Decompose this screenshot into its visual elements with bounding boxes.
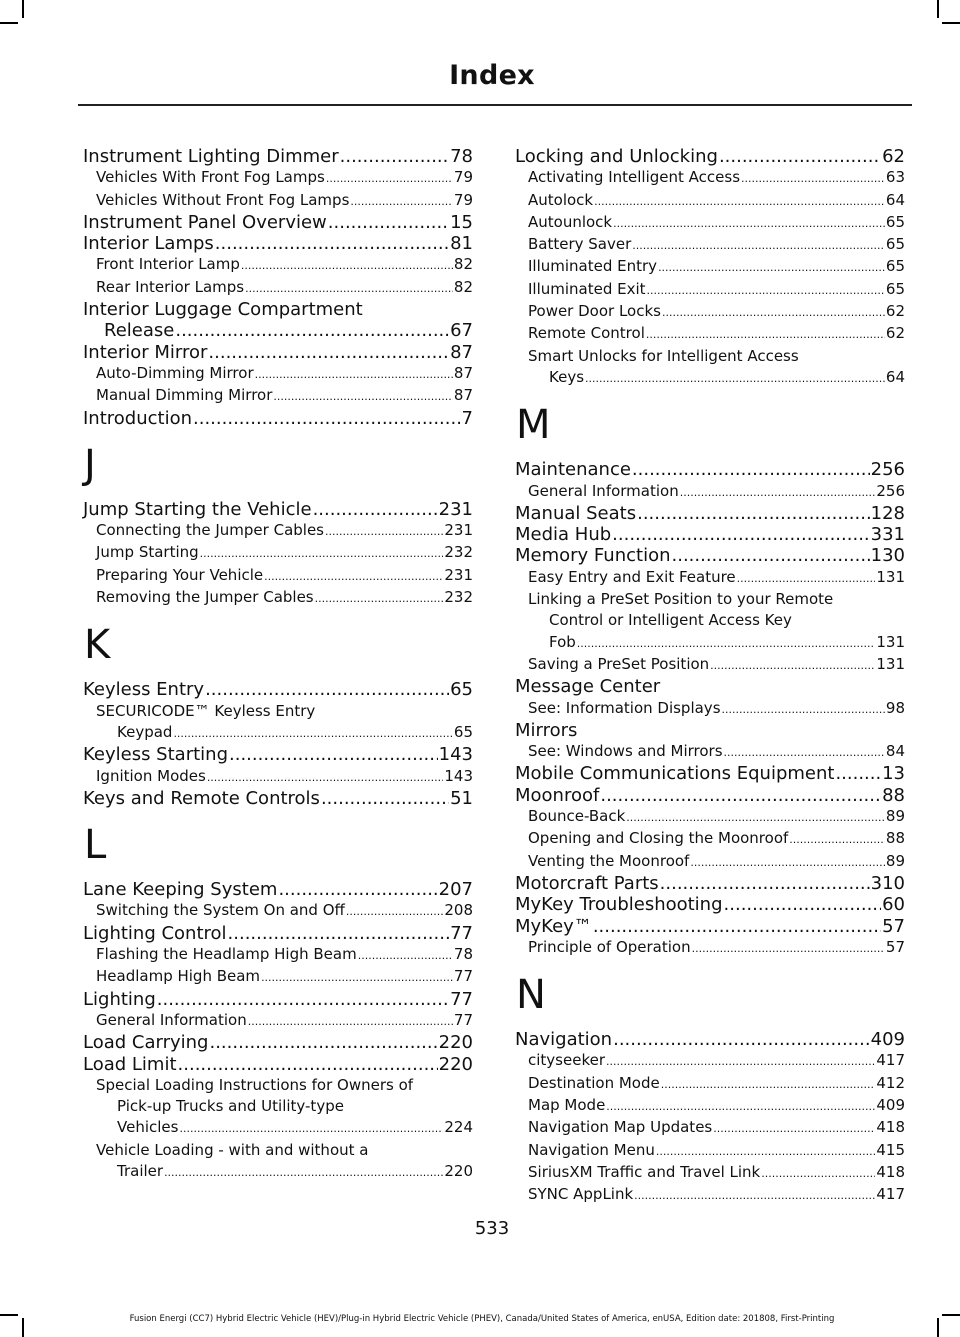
index-subentry[interactable]: Destination Mode ..... 412 (515, 1073, 905, 1095)
index-subentry[interactable]: Power Door Locks ..... 62 (515, 301, 905, 323)
index-subentry[interactable]: Front Interior Lamp ..... 82 (83, 254, 473, 276)
index-subentry[interactable]: Principle of Operation ..... 57 (515, 937, 905, 959)
index-subentry[interactable]: See: Windows and Mirrors ..... 84 (515, 741, 905, 763)
index-entry[interactable]: Memory Function ..... 130 (515, 545, 905, 566)
index-entry[interactable]: Keys and Remote Controls ..... 51 (83, 788, 473, 809)
crop-mark-top-right-h (942, 22, 960, 24)
index-entry[interactable]: Manual Seats ..... 128 (515, 503, 905, 524)
index-subentry[interactable]: Navigation Menu ..... 415 (515, 1140, 905, 1162)
index-subentry-head[interactable]: Special Loading Instructions for Owners of (96, 1075, 414, 1094)
index-entry-head[interactable]: Interior Luggage Compartment (83, 299, 363, 321)
crop-mark-bottom-right-h (942, 1314, 960, 1316)
index-subentry[interactable]: Preparing Your Vehicle ..... 231 (83, 565, 473, 587)
section-letter: N (516, 972, 546, 1019)
index-subentry[interactable]: Illuminated Entry ..... 65 (515, 256, 905, 278)
index-entry[interactable]: Load Limit ..... 220 (83, 1054, 473, 1075)
index-subentry[interactable]: Battery Saver ..... 65 (515, 234, 905, 256)
index-entry[interactable]: Load Carrying ..... 220 (83, 1032, 473, 1053)
index-subentry[interactable]: Flashing the Headlamp High Beam ..... 78 (83, 944, 473, 966)
crop-mark-top-left (22, 0, 24, 18)
index-entry[interactable]: MyKey Troubleshooting ..... 60 (515, 894, 905, 915)
section-letter: J (84, 441, 96, 488)
index-subentry[interactable]: Vehicles With Front Fog Lamps ..... 79 (83, 167, 473, 189)
index-subentry[interactable]: cityseeker ..... 417 (515, 1050, 905, 1072)
index-subentry[interactable]: Ignition Modes ..... 143 (83, 766, 473, 788)
index-subentry[interactable]: General Information ..... 77 (83, 1010, 473, 1032)
index-subentry[interactable]: Opening and Closing the Moonroof ..... 88 (515, 828, 905, 850)
index-entry[interactable]: Locking and Unlocking ..... 62 (515, 146, 905, 167)
index-subentry[interactable]: Manual Dimming Mirror ..... 87 (83, 385, 473, 407)
index-subentry-continued[interactable]: Control or Intelligent Access Key (549, 611, 792, 630)
footer-text: Fusion Energi (CC7) Hybrid Electric Vehicle (HEV)/Plug-in Hybrid Electric Vehicle (PHEV), Canada/United States of America, enUSA, Edition date: 201808, First-Printing (129, 1314, 835, 1324)
index-subentry[interactable]: Remote Control ..... 62 (515, 323, 905, 345)
index-subentry[interactable]: Saving a PreSet Position ..... 131 (515, 654, 905, 676)
index-subentry-continued[interactable]: Trailer ..... 220 (83, 1161, 473, 1183)
index-entry[interactable]: Interior Lamps ..... 81 (83, 233, 473, 254)
index-subentry[interactable]: Autounlock ..... 65 (515, 212, 905, 234)
index-subentry[interactable]: SYNC AppLink ..... 417 (515, 1184, 905, 1206)
header-rule (78, 104, 912, 106)
index-entry[interactable]: Lane Keeping System ..... 207 (83, 879, 473, 900)
page-title: Index (449, 60, 535, 91)
index-entry[interactable]: Navigation ..... 409 (515, 1029, 905, 1050)
index-subentry[interactable]: Illuminated Exit ..... 65 (515, 279, 905, 301)
index-subentry[interactable]: Removing the Jumper Cables ..... 232 (83, 587, 473, 609)
index-subentry-head[interactable]: Linking a PreSet Position to your Remote (528, 590, 834, 609)
index-subentry[interactable]: Auto-Dimming Mirror ..... 87 (83, 363, 473, 385)
section-letter: L (84, 822, 107, 869)
index-entry[interactable]: Lighting ..... 77 (83, 989, 473, 1010)
index-subentry[interactable]: See: Information Displays ..... 98 (515, 698, 905, 720)
index-subentry[interactable]: Headlamp High Beam ..... 77 (83, 966, 473, 988)
index-subentry[interactable]: Switching the System On and Off ..... 208 (83, 900, 473, 922)
index-entry[interactable]: Introduction ..... 7 (83, 408, 473, 429)
index-subentry-continued[interactable]: Fob ..... 131 (515, 632, 905, 654)
index-entry[interactable]: Jump Starting the Vehicle ..... 231 (83, 499, 473, 520)
index-subentry-head[interactable]: Vehicle Loading - with and without a (96, 1140, 369, 1159)
index-entry[interactable]: Maintenance ..... 256 (515, 459, 905, 480)
index-entry[interactable]: Keyless Starting ..... 143 (83, 744, 473, 765)
index-subentry-head[interactable]: SECURICODE™ Keyless Entry (96, 701, 316, 720)
index-subentry[interactable]: Map Mode ..... 409 (515, 1095, 905, 1117)
index-entry[interactable]: Keyless Entry ..... 65 (83, 679, 473, 700)
index-subentry-continued[interactable]: Pick-up Trucks and Utility-type (117, 1097, 344, 1116)
index-subentry[interactable]: Easy Entry and Exit Feature ..... 131 (515, 567, 905, 589)
index-subentry[interactable]: Bounce-Back ..... 89 (515, 806, 905, 828)
index-subentry[interactable]: Activating Intelligent Access ..... 63 (515, 167, 905, 189)
crop-mark-top-left-h (0, 22, 18, 24)
index-entry[interactable]: Instrument Lighting Dimmer ..... 78 (83, 146, 473, 167)
index-entry[interactable]: Instrument Panel Overview ..... 15 (83, 212, 473, 233)
index-column-left (83, 146, 473, 1183)
index-subentry[interactable]: Navigation Map Updates ..... 418 (515, 1117, 905, 1139)
index-subentry[interactable]: SiriusXM Traffic and Travel Link ..... 418 (515, 1162, 905, 1184)
crop-mark-top-right (937, 0, 939, 18)
index-entry[interactable]: Media Hub ..... 331 (515, 524, 905, 545)
index-entry[interactable]: Motorcraft Parts ..... 310 (515, 873, 905, 894)
index-subentry[interactable]: Jump Starting ..... 232 (83, 542, 473, 564)
section-letter: K (84, 622, 111, 669)
index-entry[interactable]: MyKey™ ..... 57 (515, 916, 905, 937)
index-subentry[interactable]: Connecting the Jumper Cables ..... 231 (83, 520, 473, 542)
index-subentry-continued[interactable]: Keys ..... 64 (515, 367, 905, 389)
crop-mark-bottom-left-h (0, 1314, 18, 1316)
index-entry-head[interactable]: Message Center (515, 676, 661, 698)
index-entry[interactable]: Mobile Communications Equipment ..... 13 (515, 763, 905, 784)
page-number: 533 (474, 1218, 510, 1239)
index-entry[interactable]: Moonroof ..... 88 (515, 785, 905, 806)
index-subentry[interactable]: Autolock ..... 64 (515, 190, 905, 212)
index-subentry[interactable]: Rear Interior Lamps ..... 82 (83, 277, 473, 299)
index-entry-head[interactable]: Mirrors (515, 719, 578, 741)
index-subentry-continued[interactable]: Keypad ..... 65 (83, 722, 473, 744)
index-column-right (515, 146, 905, 1206)
index-subentry[interactable]: Vehicles Without Front Fog Lamps ..... 79 (83, 190, 473, 212)
index-subentry-continued[interactable]: Vehicles ..... 224 (83, 1117, 473, 1139)
index-entry[interactable]: Lighting Control ..... 77 (83, 923, 473, 944)
index-entry-continued[interactable]: Release ..... 67 (83, 320, 473, 341)
index-subentry[interactable]: Venting the Moonroof ..... 89 (515, 851, 905, 873)
index-subentry-head[interactable]: Smart Unlocks for Intelligent Access (528, 346, 799, 365)
index-entry[interactable]: Interior Mirror ..... 87 (83, 342, 473, 363)
section-letter: M (516, 402, 551, 449)
index-subentry[interactable]: General Information ..... 256 (515, 481, 905, 503)
